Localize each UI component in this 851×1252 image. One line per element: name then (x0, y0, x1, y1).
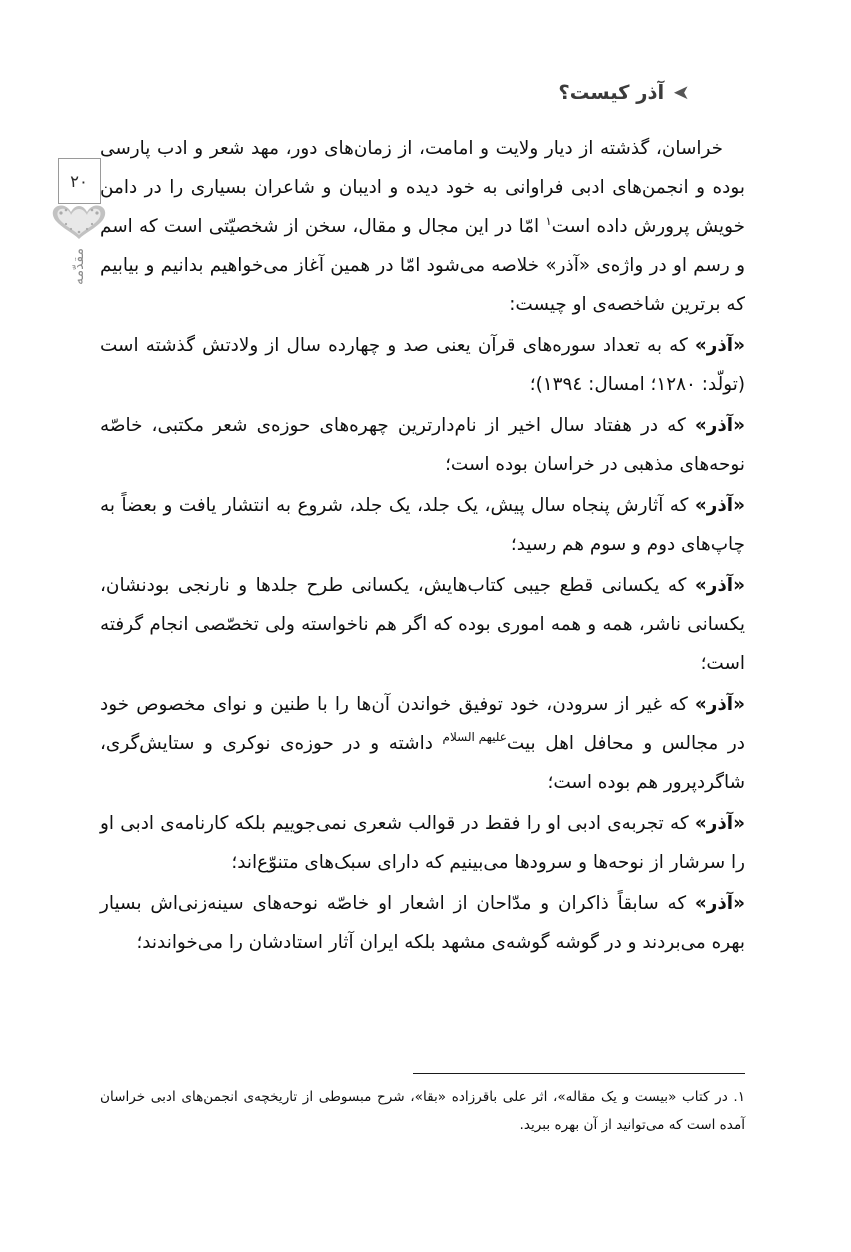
paragraph-lead-term: «آذر» (694, 335, 745, 357)
page-title-text: آذر کیست؟ (558, 81, 665, 104)
section-label: مقدّمه (71, 248, 87, 285)
paragraph-text: که غیر از سرودن، خود توفیق خواندن آن‌ها را با طنین و نوای مخصوص خود در مجالس و محافل اهل بیت (100, 694, 745, 755)
body-paragraph-1 (100, 129, 745, 324)
footnote-entry (100, 1083, 745, 1139)
paragraph-text: که به تعداد سوره‌های قرآن یعنی صد و چهارده سال از ولادتش گذشته است (تولّد: ۱۲۸۰؛ امسال: ۱۳۹٤)؛ (100, 335, 745, 396)
body-paragraph-2 (100, 326, 745, 404)
footnote-body-text: در کتاب «بیست و یک مقاله»، اثر علی باقرزاده «بقا»، شرح مبسوطی از تاریخچه‌ی انجمن‌های ادبی خراسان آمده است که می‌توانید از آن بهره ببرید. (100, 1089, 745, 1133)
paragraph-text-continued: داشته و در حوزه‌ی نوکری و ستایش‌گری، شاگردپرور هم بوده است؛ (100, 733, 745, 794)
footnote-area (100, 1073, 745, 1139)
paragraph-lead-term: «آذر» (694, 893, 745, 915)
arrow-bullet-icon: ➤ (673, 80, 690, 104)
paragraph-lead-term: «آذر» (694, 575, 745, 597)
paragraph-text: که تجربه‌ی ادبی او را فقط در قوالب شعری نمی‌جوییم بلکه کارنامه‌ی ادبی او را سرشار از نوحه‌ها و سرودها می‌بینیم که دارای سبک‌های متنوّع‌اند؛ (100, 813, 745, 874)
text-column (100, 78, 745, 964)
body-paragraph-5 (100, 566, 745, 683)
body-paragraph-4 (100, 486, 745, 564)
footnote-marker: ۱ (545, 214, 552, 229)
footnote-separator-rule (413, 1073, 745, 1074)
paragraph-text: خراسان، گذشته از دیار ولایت و امامت، از زمان‌های دور، مهد شعر و ادب پارسی بوده و انجمن‌های ادبی فراوانی به خود دیده و ادیبان و شاعران بسیاری را در دامن خویش پرورش داده است (100, 138, 746, 238)
body-paragraph-7 (100, 804, 745, 882)
paragraph-text: که سابقاً ذاکران و مدّاحان از اشعار او خاصّه نوحه‌های سینه‌زنی‌اش بسیار بهره می‌بردند و در گوشه گوشه‌ی مشهد بلکه ایران آثار استادشان را می‌خواندند؛ (100, 893, 745, 954)
paragraph-lead-term: «آذر» (694, 694, 745, 716)
body-paragraph-3 (100, 406, 745, 484)
paragraph-text: که آثارش پنجاه سال پیش، یک جلد، یک جلد، شروع به انتشار یافت و بعضاً به چاپ‌های دوم و سوم هم رسید؛ (100, 495, 745, 556)
body-paragraph-6: «آذر» که غیر از سرودن، خود توفیق خواندن آن‌ها را با طنین و نوای مخصوص خود در مجالس و محافل اهل بیتعلیهم السلام داشته و در حوزه‌ی نوکری و ستایش‌گری، شاگردپرور هم بوده است؛ (100, 694, 745, 794)
paragraph-lead-term: «آذر» (694, 495, 745, 517)
paragraph-lead-term: «آذر» (694, 415, 745, 437)
footnote-number: ۱. (733, 1089, 745, 1105)
paragraph-text: که یکسانی قطع جیبی کتاب‌هایش، یکسانی طرح جلدها و نارنجی بودنشان، یکسانی ناشر، همه و همه اموری بوده که اگر هم ناخواسته ولی تخصّصی انجام گرفته است؛ (100, 575, 745, 675)
page-title (100, 78, 745, 107)
paragraph-text: که در هفتاد سال اخیر از نام‌دارترین چهره‌های حوزه‌ی شعر مکتبی، خاصّه نوحه‌های مذهبی در خراسان بوده است؛ (100, 415, 745, 476)
paragraph-lead-term: «آذر» (694, 813, 745, 835)
page-number: ۲۰ (70, 171, 88, 191)
paragraph-text-continued: امّا در این مجال و مقال، سخن از شخصیّتی است که اسم و رسم او در واژه‌ی «آذر» خلاصه می‌شود امّا در همین آغاز می‌خواهیم بدانیم و بیابیم که برترین شاخصه‌ی او چیست: (100, 216, 745, 316)
page-number-box (58, 158, 101, 204)
body-paragraph-8 (100, 884, 745, 962)
